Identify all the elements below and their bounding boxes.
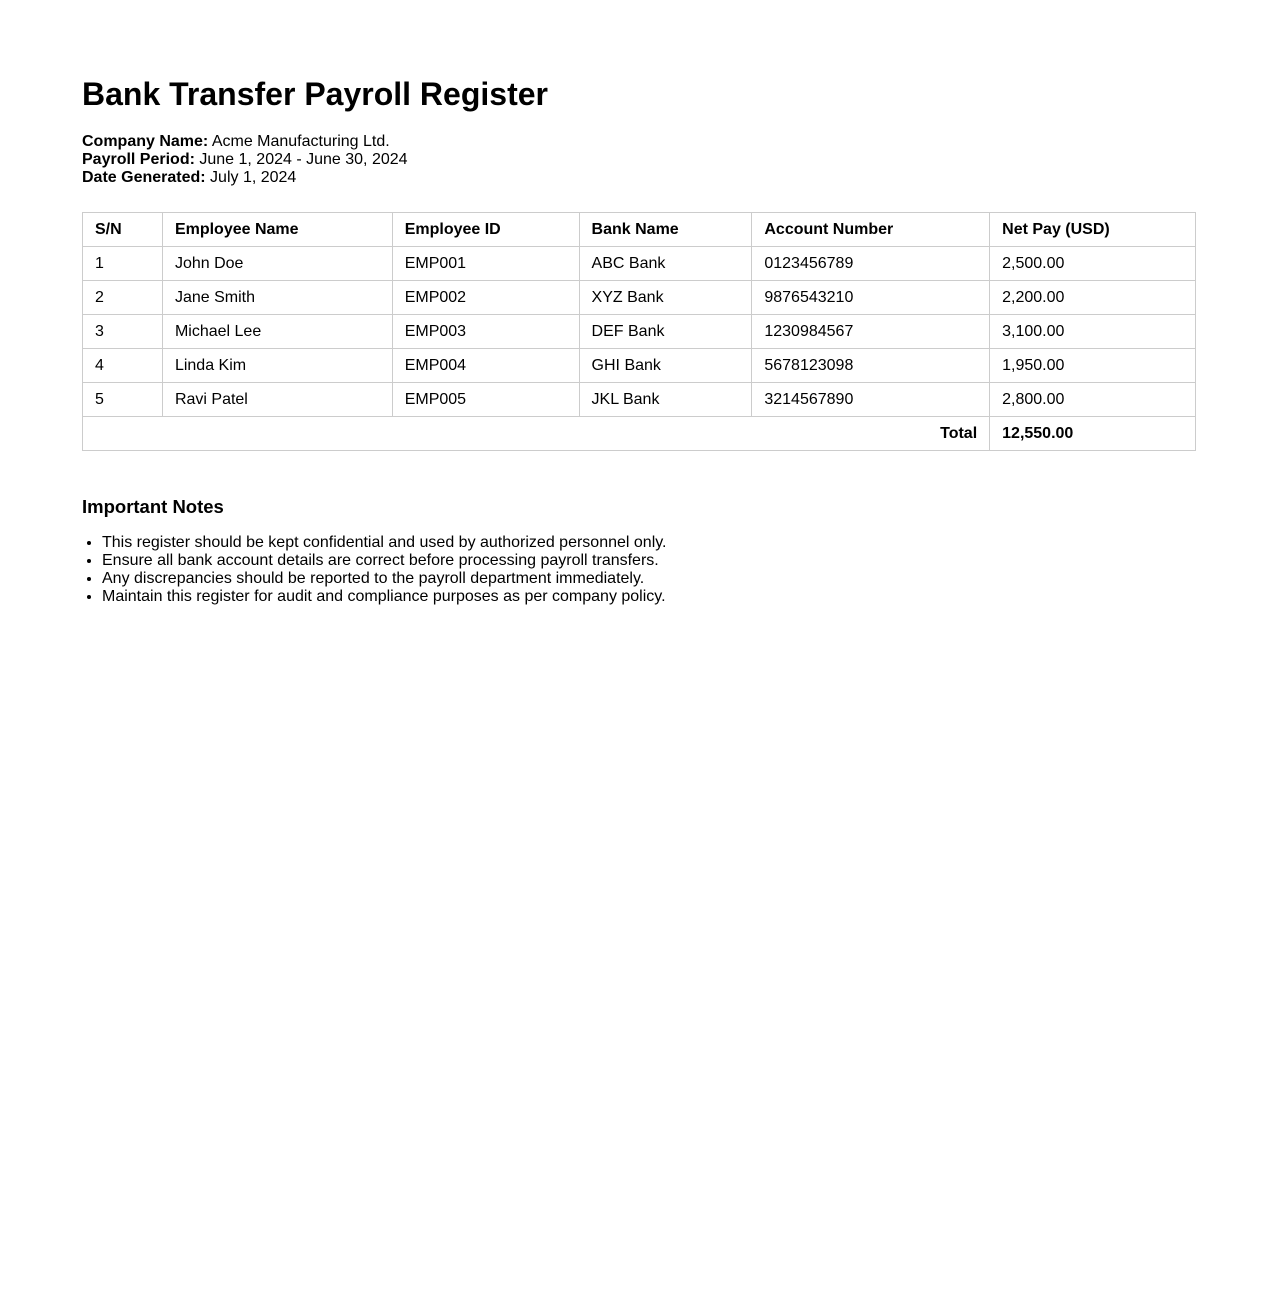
header-bank-name: Bank Name — [579, 213, 752, 247]
cell-account-number: 0123456789 — [752, 247, 990, 281]
cell-sn: 4 — [83, 349, 163, 383]
table-total-row — [83, 417, 1196, 451]
table-row — [83, 281, 1196, 315]
cell-employee-name: Linda Kim — [162, 349, 392, 383]
cell-account-number: 1230984567 — [752, 315, 990, 349]
cell-bank-name: DEF Bank — [579, 315, 752, 349]
table-row — [83, 383, 1196, 417]
total-value: 12,550.00 — [990, 417, 1196, 451]
notes-list — [82, 534, 667, 606]
list-item: • Ensure all bank account details are correct before processing payroll transfers. — [102, 552, 667, 570]
header-employee-name: Employee Name — [162, 213, 392, 247]
cell-employee-name: Jane Smith — [162, 281, 392, 315]
meta-company-label: Company Name: — [82, 133, 209, 150]
cell-account-number: 9876543210 — [752, 281, 990, 315]
list-item: • This register should be kept confidential and used by authorized personnel only. — [102, 534, 667, 552]
meta-date-generated-value: July 1, 2024 — [210, 169, 297, 186]
cell-net-pay: 1,950.00 — [990, 349, 1196, 383]
cell-employee-id: EMP004 — [392, 349, 579, 383]
cell-net-pay: 2,200.00 — [990, 281, 1196, 315]
table-row — [83, 349, 1196, 383]
table-row — [83, 247, 1196, 281]
meta-company — [82, 133, 408, 151]
list-item: • Any discrepancies should be reported to the payroll department immediately. — [102, 570, 667, 588]
header-employee-id: Employee ID — [392, 213, 579, 247]
cell-account-number: 5678123098 — [752, 349, 990, 383]
cell-sn: 3 — [83, 315, 163, 349]
cell-employee-id: EMP003 — [392, 315, 579, 349]
cell-employee-id: EMP002 — [392, 281, 579, 315]
cell-employee-id: EMP001 — [392, 247, 579, 281]
cell-employee-name: Michael Lee — [162, 315, 392, 349]
header-net-pay: Net Pay (USD) — [990, 213, 1196, 247]
header-sn: S/N — [83, 213, 163, 247]
cell-bank-name: ABC Bank — [579, 247, 752, 281]
cell-employee-name: John Doe — [162, 247, 392, 281]
cell-sn: 2 — [83, 281, 163, 315]
cell-net-pay: 2,800.00 — [990, 383, 1196, 417]
cell-employee-name: Ravi Patel — [162, 383, 392, 417]
cell-net-pay: 3,100.00 — [990, 315, 1196, 349]
meta-date-generated — [82, 169, 408, 187]
total-label: Total — [83, 417, 990, 451]
meta-payroll-period — [82, 151, 408, 169]
table-header-row — [83, 213, 1196, 247]
header-account-number: Account Number — [752, 213, 990, 247]
cell-account-number: 3214567890 — [752, 383, 990, 417]
meta-payroll-period-label: Payroll Period: — [82, 151, 195, 168]
meta-company-value: Acme Manufacturing Ltd. — [211, 133, 390, 150]
cell-sn: 1 — [83, 247, 163, 281]
payroll-table — [82, 212, 1196, 451]
cell-bank-name: JKL Bank — [579, 383, 752, 417]
notes-heading: Important Notes — [82, 496, 224, 517]
meta-date-generated-label: Date Generated: — [82, 169, 206, 186]
cell-employee-id: EMP005 — [392, 383, 579, 417]
cell-net-pay: 2,500.00 — [990, 247, 1196, 281]
page-title: Bank Transfer Payroll Register — [82, 76, 548, 112]
table-row — [83, 315, 1196, 349]
cell-sn: 5 — [83, 383, 163, 417]
cell-bank-name: GHI Bank — [579, 349, 752, 383]
list-item: • Maintain this register for audit and compliance purposes as per company policy. — [102, 588, 667, 606]
cell-bank-name: XYZ Bank — [579, 281, 752, 315]
document-meta — [82, 133, 408, 187]
meta-payroll-period-value: June 1, 2024 - June 30, 2024 — [199, 151, 408, 168]
